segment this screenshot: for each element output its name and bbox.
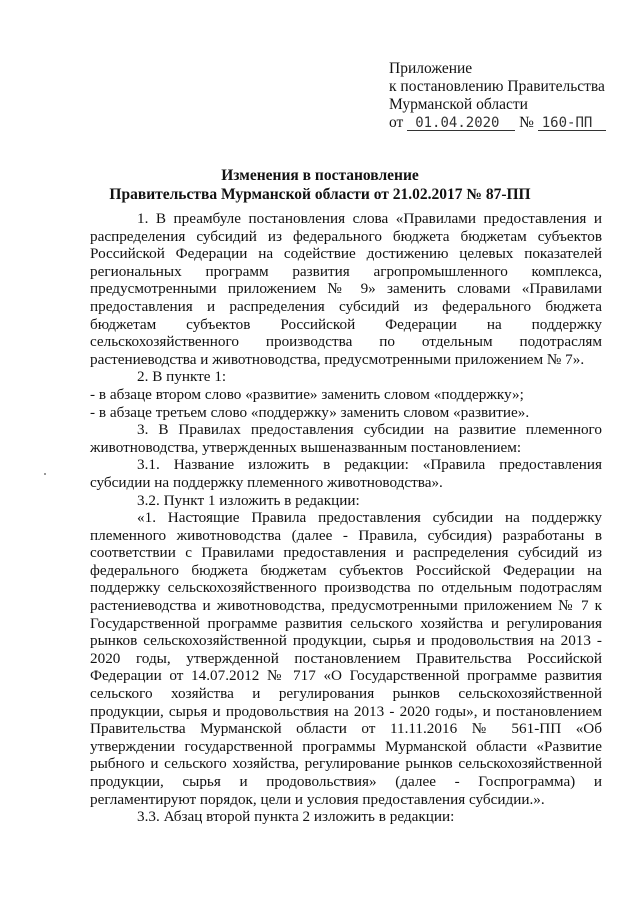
appendix-date-number-line xyxy=(389,114,606,132)
appendix-line: к постановлению Правительства xyxy=(389,78,605,95)
paragraph: 3.2. Пункт 1 изложить в редакции: xyxy=(137,491,360,509)
paragraph: - в абзаце втором слово «развитие» заменить словом «поддержку»; xyxy=(90,385,524,403)
paragraph: 3.3. Абзац второй пункта 2 изложить в редакции: xyxy=(137,808,455,826)
document-body xyxy=(90,210,602,826)
from-label: от xyxy=(389,114,404,131)
paragraph: 3.1. Название изложить в редакции: «Правила предоставления субсидии на поддержку племенного животноводства». xyxy=(90,456,602,491)
handwritten-date: 01.04.2020 xyxy=(407,116,515,131)
document-title-line-2: Правительства Мурманской области от 21.02.2017 № 87-ПП xyxy=(109,186,531,203)
paragraph: «1. Настоящие Правила предоставления субсидии на поддержку племенного животноводства (далее - Правила, субсидия) разработаны в соответствии с Правилами предоставления и распределения субсидий из федерального бюджета бюджетам субъектов Российской Федерации на поддержку сельскохозяйственного производства по отдельным подотраслям растениеводства и животноводства, предусмотренными приложением № 7 к Государственной программе развития сельского хозяйства и регулирования рынков сельскохозяйственной продукции, сырья и продовольствия на 2013 - 2020 годы, утвержденной постановлением Правительства Российской Федерации от 14.07.2012 № 717 «О Государственной программе развития сельского хозяйства и регулирования рынков сельскохозяйственной продукции, сырья и продовольствия на 2013 - 2020 годы», и постановлением Правительства Мурманской области от 11.11.2016 № 561-ПП «Об утверждении государственной программы Мурманской области «Развитие рыбного и сельского хозяйства, регулирование рынков сельскохозяйственной продукции, сырья и продовольствия» (далее - Госпрограмма) и регламентируют порядок, цели и условия предоставления субсидии.». xyxy=(90,509,602,808)
paragraph: 2. В пункте 1: xyxy=(137,368,227,386)
paragraph: - в абзаце третьем слово «поддержку» заменить словом «развитие». xyxy=(90,403,530,421)
appendix-line: Приложение xyxy=(389,60,473,77)
scan-speck xyxy=(44,473,46,475)
paragraph: 3. В Правилах предоставления субсидии на развитие племенного животноводства, утвержденных вышеназванным постановлением: xyxy=(90,421,602,456)
appendix-header xyxy=(389,60,606,132)
paragraph: 1. В преамбуле постановления слова «Правилами предоставления и распределения субсидий из федерального бюджета бюджетам субъектов Российской Федерации на содействие достижению целевых показателей региональных программ развития агропромышленного комплекса, предусмотренными приложением № 9» заменить словами «Правилами предоставления и распределения субсидий из федерального бюджета бюджетам субъектов Российской Федерации на поддержку сельскохозяйственного производства по отдельным подотраслям растениеводства и животноводства, предусмотренными приложением № 7». xyxy=(90,210,602,368)
document-title-line-1: Изменения в постановление xyxy=(221,167,419,184)
number-label: № xyxy=(519,114,534,131)
handwritten-number: 160-ПП xyxy=(538,116,606,131)
appendix-line: Мурманской области xyxy=(389,96,528,113)
